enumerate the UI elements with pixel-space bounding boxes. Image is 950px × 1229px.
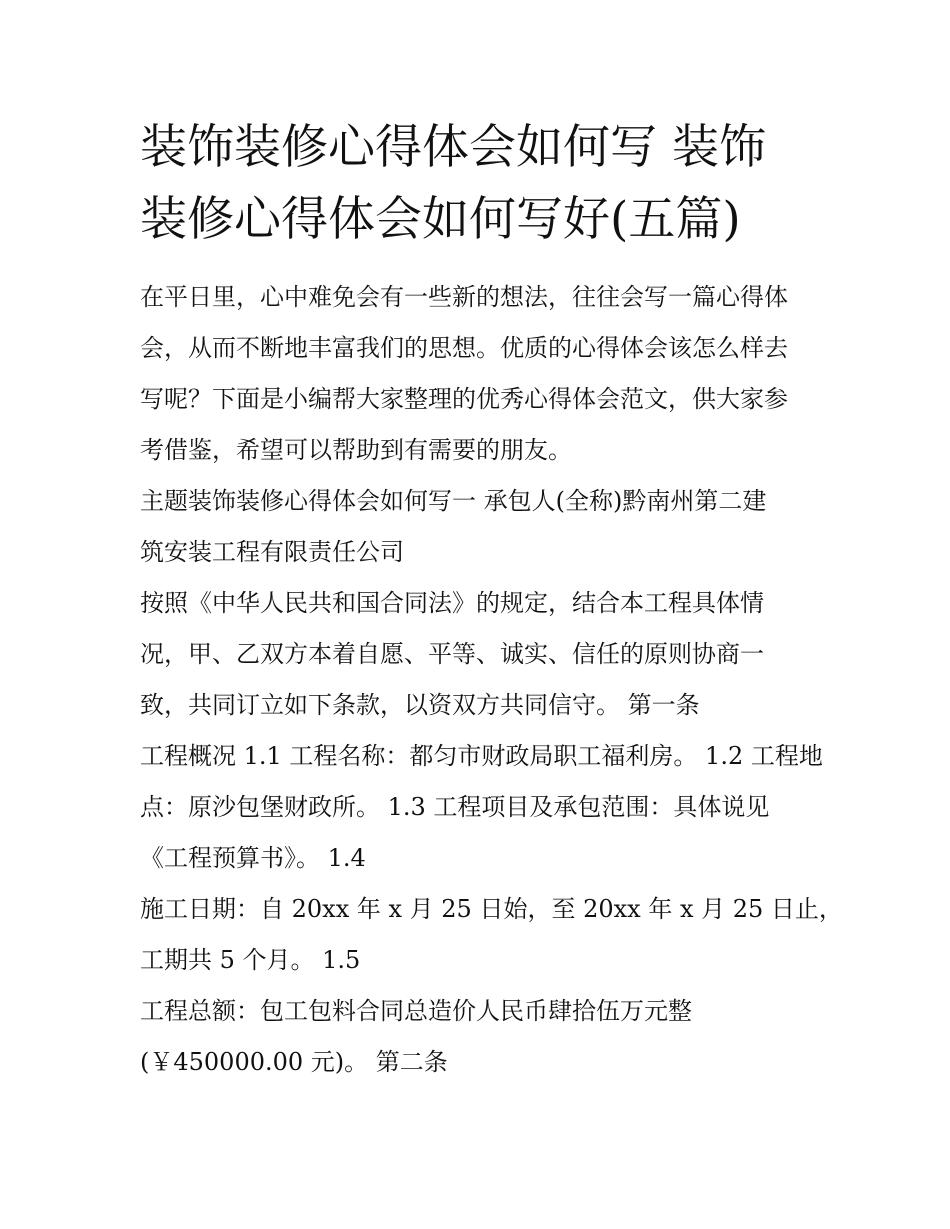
text-line: 工程总额：包工包料合同总造价人民币肆拾伍万元整 bbox=[140, 997, 692, 1025]
contract-amount-paragraph bbox=[140, 986, 820, 1088]
title-line: 装饰装修心得体会如何写 装饰 bbox=[140, 120, 766, 175]
document-title bbox=[140, 112, 820, 256]
text-line: 筑安装工程有限责任公司 bbox=[140, 538, 404, 566]
text-line: 会，从而不断地丰富我们的思想。优质的心得体会该怎么样去 bbox=[140, 334, 788, 362]
project-overview-paragraph bbox=[140, 731, 823, 884]
text-line: 在平日里，心中难免会有一些新的想法，往往会写一篇心得体 bbox=[140, 283, 788, 311]
text-line: 施工日期：自 20xx 年 x 月 25 日始，至 20xx 年 x 月 25 日止， bbox=[140, 895, 843, 923]
intro-paragraph bbox=[140, 272, 820, 476]
text-line: 考借鉴，希望可以帮助到有需要的朋友。 bbox=[140, 436, 572, 464]
construction-date-paragraph bbox=[140, 884, 843, 986]
text-line: 工期共 5 个月。 1.5 bbox=[140, 946, 361, 974]
text-line: 致，共同订立如下条款，以资双方共同信守。 第一条 bbox=[140, 691, 700, 719]
text-line: 《工程预算书》。 1.4 bbox=[140, 844, 366, 872]
contractor-paragraph bbox=[140, 476, 820, 578]
text-line: 况，甲、乙双方本着自愿、平等、诚实、信任的原则协商一 bbox=[140, 640, 764, 668]
text-line: 按照《中华人民共和国合同法》的规定，结合本工程具体情 bbox=[140, 589, 764, 617]
title-line: 装修心得体会如何写好(五篇) bbox=[140, 192, 741, 247]
contract-basis-paragraph bbox=[140, 578, 820, 731]
document-content bbox=[140, 112, 843, 1088]
text-line: 点：原沙包堡财政所。 1.3 工程项目及承包范围：具体说见 bbox=[140, 793, 770, 821]
text-line: 写呢？下面是小编帮大家整理的优秀心得体会范文，供大家参 bbox=[140, 385, 788, 413]
text-line: 主题装饰装修心得体会如何写一 承包人(全称)黔南州第二建 bbox=[140, 487, 767, 515]
text-line: (￥450000.00 元)。 第二条 bbox=[140, 1048, 448, 1076]
text-line: 工程概况 1.1 工程名称：都匀市财政局职工福利房。 1.2 工程地 bbox=[140, 742, 823, 770]
